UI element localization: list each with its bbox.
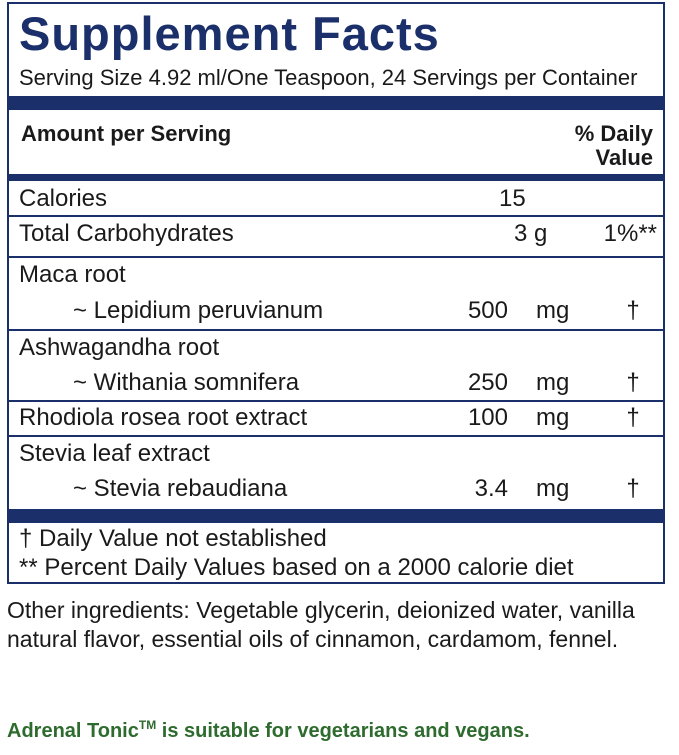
serving-size: Serving Size 4.92 ml/One Teaspoon, 24 Servings per Container xyxy=(19,65,638,90)
row-maca-unit: mg xyxy=(536,297,570,324)
row-stevia-amount: 3.4 xyxy=(474,475,508,502)
row-ashwagandha-sub: ~ Withania somnifera xyxy=(73,369,300,396)
row-divider xyxy=(9,256,663,258)
row-stevia-dv: † xyxy=(626,475,640,502)
row-divider xyxy=(9,400,663,402)
row-carbs-amount: 3 g xyxy=(514,220,548,247)
row-divider xyxy=(9,435,663,437)
row-ashwagandha-amount: 250 xyxy=(467,369,508,396)
header-daily-value-line1: % Daily xyxy=(574,121,653,146)
row-rhodiola-unit: mg xyxy=(536,404,570,431)
row-maca-sub: ~ Lepidium peruvianum xyxy=(73,297,324,324)
panel-title: Supplement Facts xyxy=(19,7,440,60)
header-amount-per-serving: Amount per Serving xyxy=(21,121,232,146)
trademark-mark: TM xyxy=(138,718,157,732)
row-carbs-name: Total Carbohydrates xyxy=(19,220,234,247)
footnote-percent-dv: ** Percent Daily Values based on a 2000 calorie diet xyxy=(19,554,574,581)
row-rhodiola-amount: 100 xyxy=(467,404,508,431)
row-rhodiola-dv: † xyxy=(626,404,640,431)
row-ashwagandha-unit: mg xyxy=(536,369,570,396)
thick-divider-bottom xyxy=(9,509,663,523)
vegetarian-note xyxy=(7,718,530,744)
row-maca-name: Maca root xyxy=(19,261,126,288)
supplement-facts-panel xyxy=(7,2,665,584)
medium-divider xyxy=(9,174,663,181)
row-carbs-dv: 1%** xyxy=(603,220,657,247)
row-maca-amount: 500 xyxy=(467,297,508,324)
row-stevia-unit: mg xyxy=(536,475,570,502)
row-maca-dv: † xyxy=(626,297,640,324)
row-ashwagandha-dv: † xyxy=(626,369,640,396)
row-ashwagandha-name: Ashwagandha root xyxy=(19,334,220,361)
row-calories-amount: 15 xyxy=(499,185,526,212)
row-stevia-name: Stevia leaf extract xyxy=(19,440,210,467)
other-ingredients: Other ingredients: Vegetable glycerin, deionized water, vanilla natural flavor, essential oils of cinnamon, cardamom, fennel. xyxy=(7,597,635,652)
row-divider xyxy=(9,329,663,331)
row-calories-name: Calories xyxy=(19,185,108,212)
row-stevia-sub: ~ Stevia rebaudiana xyxy=(73,475,288,502)
footnote-dagger: † Daily Value not established xyxy=(19,525,327,552)
header-daily-value-line2: Value xyxy=(595,145,653,170)
row-rhodiola-name: Rhodiola rosea root extract xyxy=(19,404,308,431)
row-divider xyxy=(9,215,663,217)
vegetarian-text: is suitable for vegetarians and vegans. xyxy=(156,720,530,742)
thick-divider-top xyxy=(9,96,663,110)
brand-name: Adrenal Tonic xyxy=(7,720,139,742)
